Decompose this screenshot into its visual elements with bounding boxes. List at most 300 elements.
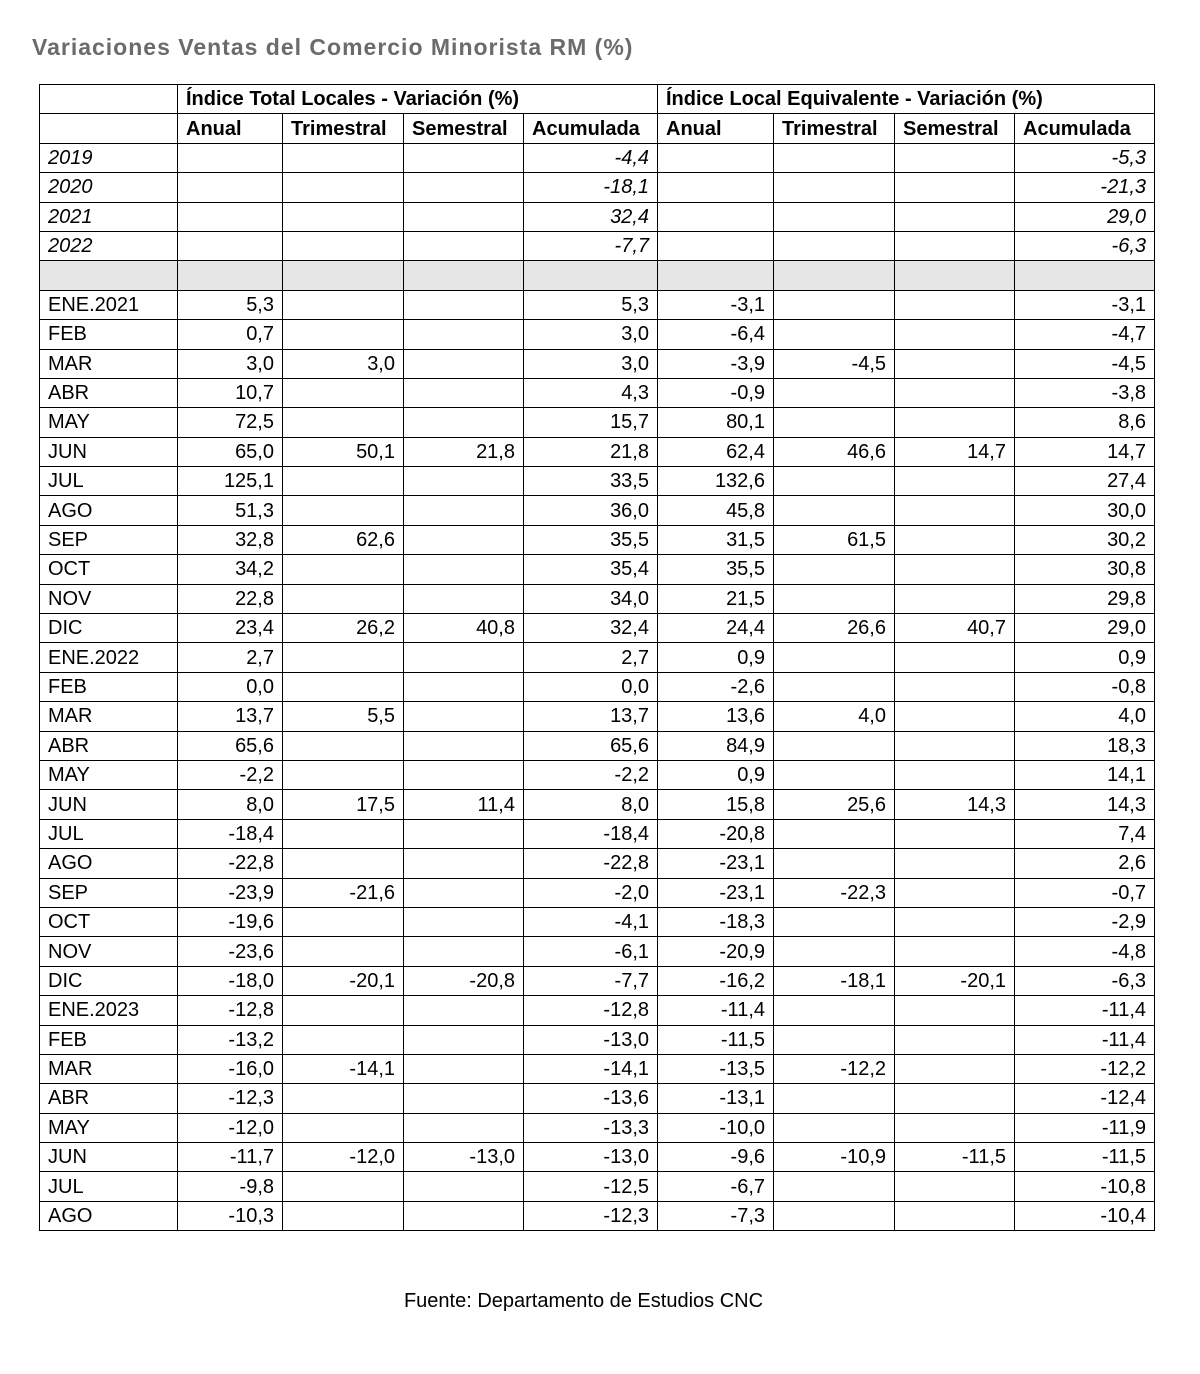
value-cell: [283, 143, 404, 172]
value-cell: [404, 760, 524, 789]
row-label-cell: 2021: [40, 202, 178, 231]
value-cell: -9,6: [658, 1143, 774, 1172]
value-cell: [895, 202, 1015, 231]
value-cell: 29,0: [1015, 202, 1155, 231]
value-cell: 11,4: [404, 790, 524, 819]
value-cell: 31,5: [658, 525, 774, 554]
value-cell: -12,3: [524, 1201, 658, 1230]
row-label-cell: JUN: [40, 790, 178, 819]
value-cell: 3,0: [524, 320, 658, 349]
table-row: [40, 496, 1155, 525]
source-note: Fuente: Departamento de Estudios CNC: [403, 1290, 764, 1312]
corner-cell: [40, 114, 178, 143]
value-cell: [774, 320, 895, 349]
value-cell: -14,1: [283, 1054, 404, 1083]
value-cell: [895, 467, 1015, 496]
value-cell: 62,4: [658, 437, 774, 466]
value-cell: [283, 1113, 404, 1142]
value-cell: 51,3: [178, 496, 283, 525]
value-cell: -18,3: [658, 907, 774, 936]
table-row: [40, 907, 1155, 936]
value-cell: [404, 849, 524, 878]
separator-cell: [895, 261, 1015, 290]
value-cell: -13,0: [524, 1143, 658, 1172]
value-cell: -22,8: [524, 849, 658, 878]
row-label-cell: ABR: [40, 1084, 178, 1113]
value-cell: [658, 202, 774, 231]
value-cell: [178, 231, 283, 260]
table-row: [40, 378, 1155, 407]
value-cell: 14,3: [895, 790, 1015, 819]
value-cell: 61,5: [774, 525, 895, 554]
table-row: [40, 937, 1155, 966]
value-cell: -2,2: [524, 760, 658, 789]
value-cell: 25,6: [774, 790, 895, 819]
value-cell: [895, 878, 1015, 907]
column-header: Acumulada: [524, 114, 658, 143]
row-label-cell: ENE.2022: [40, 643, 178, 672]
value-cell: -11,4: [658, 996, 774, 1025]
value-cell: [895, 702, 1015, 731]
value-cell: [658, 143, 774, 172]
value-cell: 72,5: [178, 408, 283, 437]
value-cell: -7,3: [658, 1201, 774, 1230]
value-cell: [404, 408, 524, 437]
row-label-cell: OCT: [40, 907, 178, 936]
value-cell: [895, 378, 1015, 407]
value-cell: [895, 643, 1015, 672]
value-cell: 32,4: [524, 202, 658, 231]
value-cell: [895, 143, 1015, 172]
value-cell: -10,3: [178, 1201, 283, 1230]
separator-row: [40, 261, 1155, 290]
value-cell: 3,0: [178, 349, 283, 378]
row-label-cell: MAY: [40, 408, 178, 437]
row-label-cell: JUN: [40, 1143, 178, 1172]
row-label-cell: DIC: [40, 966, 178, 995]
value-cell: [895, 525, 1015, 554]
value-cell: [283, 496, 404, 525]
value-cell: -16,0: [178, 1054, 283, 1083]
table-row: [40, 584, 1155, 613]
value-cell: [404, 702, 524, 731]
value-cell: 35,5: [658, 555, 774, 584]
table-row: [40, 1054, 1155, 1083]
value-cell: [283, 937, 404, 966]
value-cell: [178, 202, 283, 231]
value-cell: 21,8: [404, 437, 524, 466]
table-row: [40, 996, 1155, 1025]
table-row: [40, 849, 1155, 878]
value-cell: [895, 907, 1015, 936]
row-label-cell: JUN: [40, 437, 178, 466]
value-cell: -20,1: [283, 966, 404, 995]
value-cell: -4,7: [1015, 320, 1155, 349]
value-cell: [404, 290, 524, 319]
value-cell: -2,0: [524, 878, 658, 907]
value-cell: [404, 996, 524, 1025]
value-cell: -4,5: [1015, 349, 1155, 378]
value-cell: -12,2: [774, 1054, 895, 1083]
value-cell: [895, 996, 1015, 1025]
value-cell: -20,8: [404, 966, 524, 995]
value-cell: [283, 907, 404, 936]
table-row: [40, 1143, 1155, 1172]
value-cell: [404, 584, 524, 613]
column-header: Anual: [658, 114, 774, 143]
value-cell: [774, 290, 895, 319]
corner-cell: [40, 85, 178, 114]
value-cell: -10,8: [1015, 1172, 1155, 1201]
row-label-cell: MAR: [40, 1054, 178, 1083]
row-label-cell: JUL: [40, 467, 178, 496]
value-cell: [774, 584, 895, 613]
table-row: [40, 320, 1155, 349]
table-row: [40, 643, 1155, 672]
value-cell: [404, 937, 524, 966]
value-cell: 45,8: [658, 496, 774, 525]
page-title: Variaciones Ventas del Comercio Minorista RM (%): [32, 34, 634, 60]
group-header-row: [40, 85, 1155, 114]
value-cell: [895, 760, 1015, 789]
value-cell: 80,1: [658, 408, 774, 437]
value-cell: [404, 672, 524, 701]
value-cell: [895, 496, 1015, 525]
value-cell: 4,0: [1015, 702, 1155, 731]
value-cell: [404, 1201, 524, 1230]
year-row: [40, 143, 1155, 172]
value-cell: [895, 408, 1015, 437]
value-cell: [283, 584, 404, 613]
value-cell: -0,8: [1015, 672, 1155, 701]
column-header: Trimestral: [774, 114, 895, 143]
value-cell: -0,7: [1015, 878, 1155, 907]
value-cell: 15,7: [524, 408, 658, 437]
value-cell: 0,0: [524, 672, 658, 701]
value-cell: -11,4: [1015, 996, 1155, 1025]
value-cell: 65,6: [524, 731, 658, 760]
value-cell: [895, 937, 1015, 966]
value-cell: -13,2: [178, 1025, 283, 1054]
table-row: [40, 819, 1155, 848]
value-cell: [283, 1084, 404, 1113]
separator-cell: [283, 261, 404, 290]
value-cell: [404, 731, 524, 760]
separator-cell: [524, 261, 658, 290]
table-row: [40, 437, 1155, 466]
value-cell: 0,0: [178, 672, 283, 701]
value-cell: [774, 555, 895, 584]
column-header: Anual: [178, 114, 283, 143]
table-row: [40, 1201, 1155, 1230]
table-row: [40, 760, 1155, 789]
value-cell: [404, 320, 524, 349]
value-cell: [774, 378, 895, 407]
value-cell: 30,2: [1015, 525, 1155, 554]
table-row: [40, 731, 1155, 760]
value-cell: [283, 202, 404, 231]
value-cell: [283, 378, 404, 407]
row-label-cell: ABR: [40, 378, 178, 407]
value-cell: 22,8: [178, 584, 283, 613]
value-cell: [774, 937, 895, 966]
value-cell: [774, 408, 895, 437]
value-cell: [404, 173, 524, 202]
value-cell: [895, 1113, 1015, 1142]
value-cell: [404, 378, 524, 407]
value-cell: [283, 1201, 404, 1230]
table-row: [40, 672, 1155, 701]
value-cell: 5,3: [178, 290, 283, 319]
value-cell: -2,9: [1015, 907, 1155, 936]
value-cell: -11,4: [1015, 1025, 1155, 1054]
value-cell: -6,7: [658, 1172, 774, 1201]
value-cell: -2,6: [658, 672, 774, 701]
value-cell: -12,2: [1015, 1054, 1155, 1083]
value-cell: 4,3: [524, 378, 658, 407]
value-cell: -13,5: [658, 1054, 774, 1083]
value-cell: -6,3: [1015, 231, 1155, 260]
value-cell: 8,0: [524, 790, 658, 819]
table-row: [40, 1084, 1155, 1113]
row-label-cell: FEB: [40, 1025, 178, 1054]
value-cell: 7,4: [1015, 819, 1155, 848]
value-cell: -21,6: [283, 878, 404, 907]
group-header-local-equivalente: Índice Local Equivalente - Variación (%): [658, 85, 1155, 114]
value-cell: -3,1: [658, 290, 774, 319]
table-row: [40, 349, 1155, 378]
row-label-cell: MAR: [40, 702, 178, 731]
value-cell: -6,3: [1015, 966, 1155, 995]
value-cell: [404, 1113, 524, 1142]
value-cell: 0,9: [658, 643, 774, 672]
value-cell: [895, 1172, 1015, 1201]
value-cell: 3,0: [524, 349, 658, 378]
value-cell: [895, 849, 1015, 878]
column-header: Trimestral: [283, 114, 404, 143]
value-cell: 132,6: [658, 467, 774, 496]
value-cell: [283, 672, 404, 701]
row-label-cell: MAY: [40, 760, 178, 789]
value-cell: 5,5: [283, 702, 404, 731]
value-cell: [658, 231, 774, 260]
separator-cell: [40, 261, 178, 290]
value-cell: [404, 907, 524, 936]
value-cell: -10,0: [658, 1113, 774, 1142]
row-label-cell: NOV: [40, 937, 178, 966]
value-cell: -7,7: [524, 966, 658, 995]
value-cell: [895, 231, 1015, 260]
value-cell: 26,2: [283, 614, 404, 643]
value-cell: [895, 1054, 1015, 1083]
row-label-cell: MAR: [40, 349, 178, 378]
value-cell: -23,9: [178, 878, 283, 907]
value-cell: -13,0: [524, 1025, 658, 1054]
value-cell: [283, 643, 404, 672]
value-cell: -12,4: [1015, 1084, 1155, 1113]
value-cell: [404, 1172, 524, 1201]
row-label-cell: DIC: [40, 614, 178, 643]
value-cell: [283, 819, 404, 848]
value-cell: [404, 231, 524, 260]
value-cell: [283, 849, 404, 878]
value-cell: 26,6: [774, 614, 895, 643]
value-cell: 62,6: [283, 525, 404, 554]
value-cell: [404, 143, 524, 172]
value-cell: [283, 760, 404, 789]
column-header: Semestral: [895, 114, 1015, 143]
value-cell: [895, 1084, 1015, 1113]
group-header-total-locales: Índice Total Locales - Variación (%): [178, 85, 658, 114]
separator-cell: [178, 261, 283, 290]
value-cell: -13,1: [658, 1084, 774, 1113]
value-cell: -9,8: [178, 1172, 283, 1201]
year-row: [40, 173, 1155, 202]
value-cell: -5,3: [1015, 143, 1155, 172]
value-cell: [774, 231, 895, 260]
value-cell: -21,3: [1015, 173, 1155, 202]
value-cell: [404, 819, 524, 848]
value-cell: -20,9: [658, 937, 774, 966]
value-cell: 32,8: [178, 525, 283, 554]
table-row: [40, 408, 1155, 437]
value-cell: 40,8: [404, 614, 524, 643]
row-label-cell: FEB: [40, 320, 178, 349]
value-cell: 0,9: [658, 760, 774, 789]
value-cell: -18,1: [774, 966, 895, 995]
value-cell: -12,3: [178, 1084, 283, 1113]
value-cell: [895, 173, 1015, 202]
value-cell: 29,0: [1015, 614, 1155, 643]
value-cell: -12,8: [524, 996, 658, 1025]
value-cell: -14,1: [524, 1054, 658, 1083]
value-cell: -3,8: [1015, 378, 1155, 407]
value-cell: 23,4: [178, 614, 283, 643]
value-cell: [283, 996, 404, 1025]
table-row: [40, 525, 1155, 554]
value-cell: -18,4: [524, 819, 658, 848]
value-cell: [895, 320, 1015, 349]
value-cell: -6,4: [658, 320, 774, 349]
value-cell: [283, 1172, 404, 1201]
value-cell: -10,4: [1015, 1201, 1155, 1230]
value-cell: 32,4: [524, 614, 658, 643]
table-row: [40, 966, 1155, 995]
value-cell: -3,1: [1015, 290, 1155, 319]
row-label-cell: JUL: [40, 1172, 178, 1201]
table-row: [40, 878, 1155, 907]
value-cell: 4,0: [774, 702, 895, 731]
value-cell: -12,5: [524, 1172, 658, 1201]
value-cell: 40,7: [895, 614, 1015, 643]
value-cell: 5,3: [524, 290, 658, 319]
value-cell: -23,6: [178, 937, 283, 966]
value-cell: 30,8: [1015, 555, 1155, 584]
value-cell: -13,0: [404, 1143, 524, 1172]
column-header: Acumulada: [1015, 114, 1155, 143]
value-cell: [178, 143, 283, 172]
value-cell: [774, 996, 895, 1025]
row-label-cell: JUL: [40, 819, 178, 848]
value-cell: [774, 143, 895, 172]
row-label-cell: FEB: [40, 672, 178, 701]
value-cell: -13,3: [524, 1113, 658, 1142]
row-label-cell: 2020: [40, 173, 178, 202]
value-cell: -20,8: [658, 819, 774, 848]
value-cell: [404, 525, 524, 554]
value-cell: [404, 643, 524, 672]
value-cell: [774, 849, 895, 878]
row-label-cell: SEP: [40, 525, 178, 554]
value-cell: [774, 467, 895, 496]
value-cell: [895, 1025, 1015, 1054]
value-cell: [283, 408, 404, 437]
value-cell: -20,1: [895, 966, 1015, 995]
value-cell: -18,0: [178, 966, 283, 995]
separator-cell: [404, 261, 524, 290]
value-cell: 8,6: [1015, 408, 1155, 437]
value-cell: [283, 555, 404, 584]
value-cell: -10,9: [774, 1143, 895, 1172]
value-cell: 36,0: [524, 496, 658, 525]
row-label-cell: ENE.2021: [40, 290, 178, 319]
value-cell: 35,5: [524, 525, 658, 554]
value-cell: [404, 1054, 524, 1083]
value-cell: -7,7: [524, 231, 658, 260]
value-cell: -0,9: [658, 378, 774, 407]
value-cell: [774, 819, 895, 848]
value-cell: [774, 760, 895, 789]
value-cell: 21,5: [658, 584, 774, 613]
row-label-cell: AGO: [40, 849, 178, 878]
value-cell: [404, 349, 524, 378]
value-cell: [895, 1201, 1015, 1230]
row-label-cell: NOV: [40, 584, 178, 613]
row-label-cell: ABR: [40, 731, 178, 760]
value-cell: 2,6: [1015, 849, 1155, 878]
column-header: Semestral: [404, 114, 524, 143]
value-cell: 14,7: [895, 437, 1015, 466]
value-cell: 18,3: [1015, 731, 1155, 760]
value-cell: 2,7: [524, 643, 658, 672]
value-cell: -16,2: [658, 966, 774, 995]
value-cell: -4,4: [524, 143, 658, 172]
value-cell: 50,1: [283, 437, 404, 466]
value-cell: 46,6: [774, 437, 895, 466]
value-cell: -3,9: [658, 349, 774, 378]
value-cell: [895, 672, 1015, 701]
value-cell: [774, 1201, 895, 1230]
value-cell: [774, 731, 895, 760]
value-cell: -23,1: [658, 878, 774, 907]
value-cell: 0,7: [178, 320, 283, 349]
value-cell: [178, 173, 283, 202]
value-cell: [283, 1025, 404, 1054]
value-cell: 3,0: [283, 349, 404, 378]
value-cell: -12,0: [178, 1113, 283, 1142]
value-cell: [404, 467, 524, 496]
separator-cell: [1015, 261, 1155, 290]
sales-variation-table: [39, 84, 1155, 1231]
value-cell: -19,6: [178, 907, 283, 936]
value-cell: [404, 1025, 524, 1054]
table-row: [40, 290, 1155, 319]
value-cell: -2,2: [178, 760, 283, 789]
table-row: [40, 1025, 1155, 1054]
row-label-cell: SEP: [40, 878, 178, 907]
table-row: [40, 614, 1155, 643]
row-label-cell: 2022: [40, 231, 178, 260]
